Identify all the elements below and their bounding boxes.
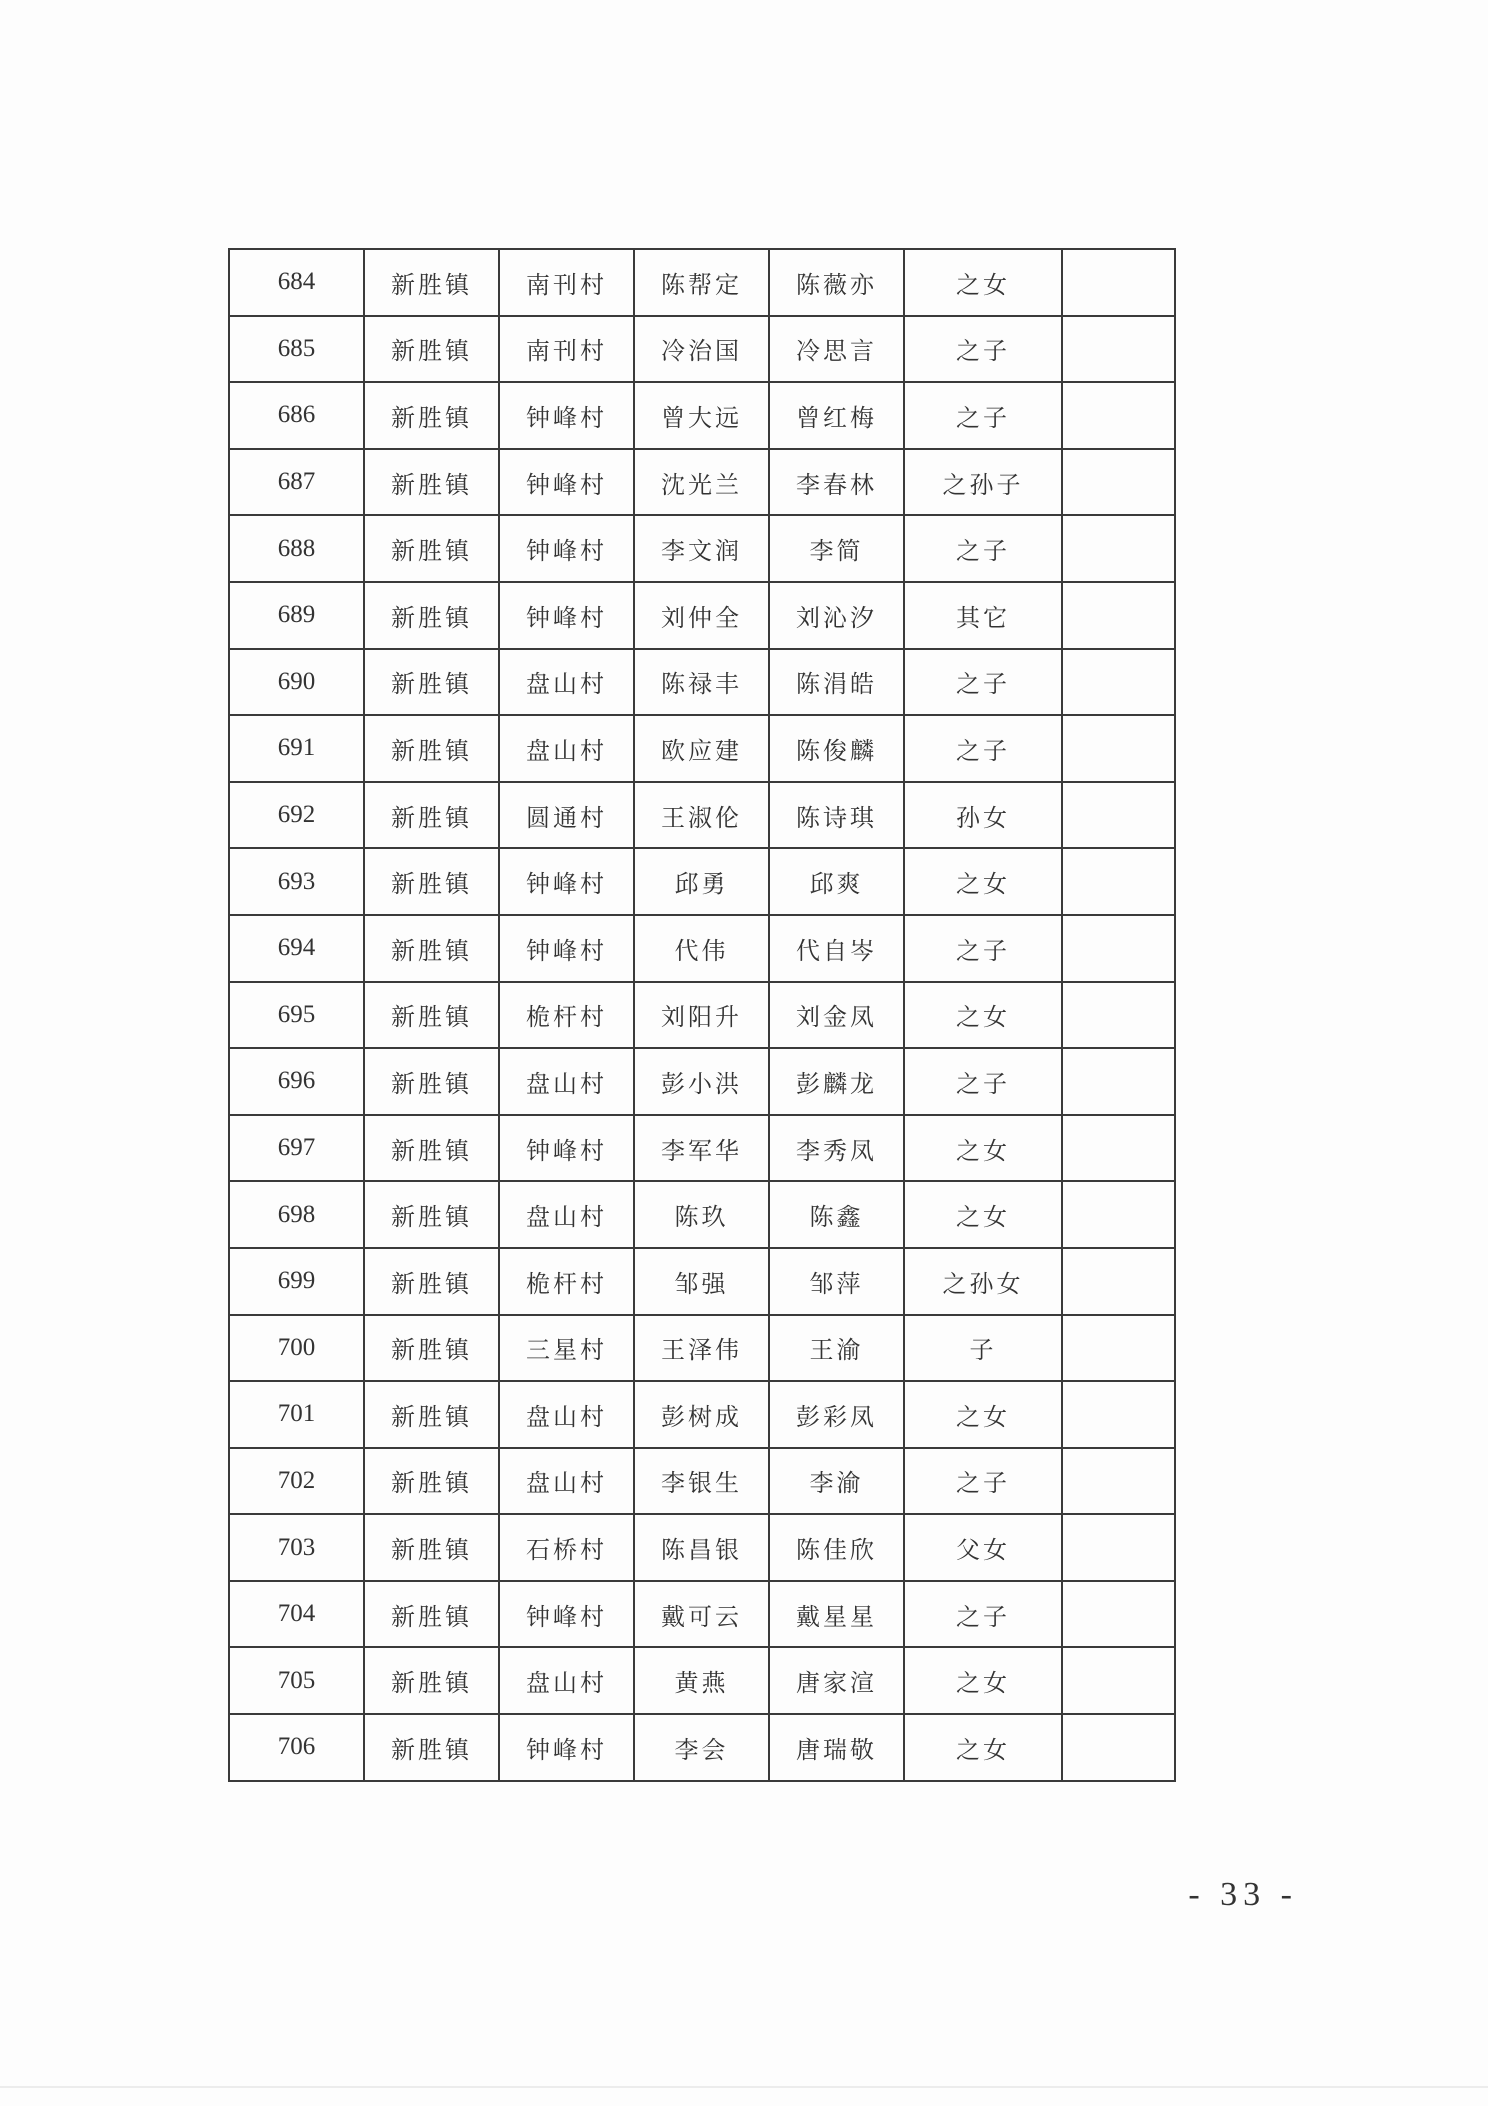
row-number-cell: 705 (229, 1647, 364, 1714)
relation-cell: 之子 (904, 316, 1062, 383)
relation-cell: 子 (904, 1315, 1062, 1382)
dependent-name-cell: 冷思言 (769, 316, 904, 383)
name-cell: 刘仲全 (634, 582, 769, 649)
town-cell: 新胜镇 (364, 1714, 499, 1781)
name-cell: 李银生 (634, 1448, 769, 1515)
name-cell: 陈昌银 (634, 1514, 769, 1581)
village-cell: 盘山村 (499, 649, 634, 716)
note-cell (1062, 249, 1175, 316)
town-cell: 新胜镇 (364, 382, 499, 449)
row-number-cell: 702 (229, 1448, 364, 1515)
scan-edge-line (0, 2086, 1488, 2088)
relation-cell: 孙女 (904, 782, 1062, 849)
note-cell (1062, 715, 1175, 782)
town-cell: 新胜镇 (364, 1381, 499, 1448)
table-row (229, 1248, 1175, 1315)
village-cell: 盘山村 (499, 1448, 634, 1515)
village-cell: 钟峰村 (499, 382, 634, 449)
village-cell: 南刊村 (499, 249, 634, 316)
dependent-name-cell: 刘沁汐 (769, 582, 904, 649)
row-number-cell: 686 (229, 382, 364, 449)
town-cell: 新胜镇 (364, 782, 499, 849)
name-cell: 李文润 (634, 515, 769, 582)
table-row (229, 316, 1175, 383)
note-cell (1062, 1181, 1175, 1248)
village-cell: 盘山村 (499, 1647, 634, 1714)
village-cell: 盘山村 (499, 1181, 634, 1248)
relation-cell: 之孙子 (904, 449, 1062, 516)
village-cell: 盘山村 (499, 715, 634, 782)
name-cell: 邹强 (634, 1248, 769, 1315)
village-cell: 钟峰村 (499, 582, 634, 649)
note-cell (1062, 1448, 1175, 1515)
name-cell: 彭小洪 (634, 1048, 769, 1115)
name-cell: 黄燕 (634, 1647, 769, 1714)
note-cell (1062, 848, 1175, 915)
dependent-name-cell: 邱爽 (769, 848, 904, 915)
row-number-cell: 704 (229, 1581, 364, 1648)
town-cell: 新胜镇 (364, 848, 499, 915)
note-cell (1062, 1714, 1175, 1781)
town-cell: 新胜镇 (364, 582, 499, 649)
relation-cell: 之子 (904, 1448, 1062, 1515)
table-row (229, 515, 1175, 582)
town-cell: 新胜镇 (364, 1581, 499, 1648)
village-cell: 石桥村 (499, 1514, 634, 1581)
dependent-name-cell: 王渝 (769, 1315, 904, 1382)
table-row (229, 649, 1175, 716)
village-cell: 钟峰村 (499, 449, 634, 516)
dependent-name-cell: 戴星星 (769, 1581, 904, 1648)
note-cell (1062, 782, 1175, 849)
town-cell: 新胜镇 (364, 1048, 499, 1115)
town-cell: 新胜镇 (364, 1514, 499, 1581)
name-cell: 李会 (634, 1714, 769, 1781)
village-cell: 钟峰村 (499, 1115, 634, 1182)
row-number-cell: 695 (229, 982, 364, 1049)
note-cell (1062, 982, 1175, 1049)
table-row (229, 1647, 1175, 1714)
relation-cell: 之子 (904, 915, 1062, 982)
row-number-cell: 687 (229, 449, 364, 516)
relation-cell: 之女 (904, 1381, 1062, 1448)
row-number-cell: 688 (229, 515, 364, 582)
table-row (229, 1514, 1175, 1581)
dependent-name-cell: 曾红梅 (769, 382, 904, 449)
village-cell: 桅杆村 (499, 1248, 634, 1315)
name-cell: 陈帮定 (634, 249, 769, 316)
town-cell: 新胜镇 (364, 1647, 499, 1714)
table-row (229, 1448, 1175, 1515)
table-row (229, 1714, 1175, 1781)
village-cell: 盘山村 (499, 1048, 634, 1115)
name-cell: 刘阳升 (634, 982, 769, 1049)
note-cell (1062, 1581, 1175, 1648)
table-row (229, 782, 1175, 849)
dependent-name-cell: 李春林 (769, 449, 904, 516)
relation-cell: 之子 (904, 715, 1062, 782)
village-cell: 钟峰村 (499, 1581, 634, 1648)
table-row (229, 982, 1175, 1049)
name-cell: 冷治国 (634, 316, 769, 383)
note-cell (1062, 515, 1175, 582)
note-cell (1062, 1381, 1175, 1448)
name-cell: 陈玖 (634, 1181, 769, 1248)
relation-cell: 之女 (904, 1714, 1062, 1781)
town-cell: 新胜镇 (364, 449, 499, 516)
name-cell: 李军华 (634, 1115, 769, 1182)
relation-cell: 其它 (904, 582, 1062, 649)
note-cell (1062, 1514, 1175, 1581)
name-cell: 戴可云 (634, 1581, 769, 1648)
relation-cell: 之女 (904, 1647, 1062, 1714)
row-number-cell: 692 (229, 782, 364, 849)
row-number-cell: 685 (229, 316, 364, 383)
town-cell: 新胜镇 (364, 316, 499, 383)
row-number-cell: 701 (229, 1381, 364, 1448)
row-number-cell: 700 (229, 1315, 364, 1382)
dependent-name-cell: 彭彩凤 (769, 1381, 904, 1448)
table-row (229, 1315, 1175, 1382)
town-cell: 新胜镇 (364, 715, 499, 782)
table-row (229, 915, 1175, 982)
name-cell: 王淑伦 (634, 782, 769, 849)
town-cell: 新胜镇 (364, 1448, 499, 1515)
roster-table (228, 248, 1176, 1782)
town-cell: 新胜镇 (364, 249, 499, 316)
note-cell (1062, 316, 1175, 383)
dependent-name-cell: 李简 (769, 515, 904, 582)
row-number-cell: 698 (229, 1181, 364, 1248)
relation-cell: 之子 (904, 515, 1062, 582)
dependent-name-cell: 陈鑫 (769, 1181, 904, 1248)
table-row (229, 382, 1175, 449)
village-cell: 钟峰村 (499, 1714, 634, 1781)
row-number-cell: 696 (229, 1048, 364, 1115)
row-number-cell: 684 (229, 249, 364, 316)
relation-cell: 之子 (904, 649, 1062, 716)
village-cell: 钟峰村 (499, 915, 634, 982)
note-cell (1062, 1647, 1175, 1714)
table-row (229, 848, 1175, 915)
relation-cell: 之女 (904, 1181, 1062, 1248)
dependent-name-cell: 刘金凤 (769, 982, 904, 1049)
relation-cell: 之女 (904, 1115, 1062, 1182)
relation-cell: 之女 (904, 848, 1062, 915)
village-cell: 钟峰村 (499, 515, 634, 582)
row-number-cell: 689 (229, 582, 364, 649)
note-cell (1062, 1315, 1175, 1382)
dependent-name-cell: 唐瑞敬 (769, 1714, 904, 1781)
relation-cell: 之子 (904, 1048, 1062, 1115)
town-cell: 新胜镇 (364, 982, 499, 1049)
table-row (229, 249, 1175, 316)
note-cell (1062, 1048, 1175, 1115)
village-cell: 三星村 (499, 1315, 634, 1382)
roster-table-body (229, 249, 1175, 1781)
row-number-cell: 699 (229, 1248, 364, 1315)
name-cell: 王泽伟 (634, 1315, 769, 1382)
row-number-cell: 706 (229, 1714, 364, 1781)
town-cell: 新胜镇 (364, 1115, 499, 1182)
row-number-cell: 703 (229, 1514, 364, 1581)
dependent-name-cell: 陈涓皓 (769, 649, 904, 716)
relation-cell: 父女 (904, 1514, 1062, 1581)
village-cell: 钟峰村 (499, 848, 634, 915)
dependent-name-cell: 陈诗琪 (769, 782, 904, 849)
dependent-name-cell: 李秀凤 (769, 1115, 904, 1182)
table-row (229, 1181, 1175, 1248)
village-cell: 盘山村 (499, 1381, 634, 1448)
town-cell: 新胜镇 (364, 915, 499, 982)
note-cell (1062, 1115, 1175, 1182)
dependent-name-cell: 李渝 (769, 1448, 904, 1515)
table-row (229, 582, 1175, 649)
table-row (229, 449, 1175, 516)
note-cell (1062, 1248, 1175, 1315)
row-number-cell: 690 (229, 649, 364, 716)
note-cell (1062, 449, 1175, 516)
town-cell: 新胜镇 (364, 649, 499, 716)
row-number-cell: 693 (229, 848, 364, 915)
note-cell (1062, 582, 1175, 649)
dependent-name-cell: 邹萍 (769, 1248, 904, 1315)
table-row (229, 1048, 1175, 1115)
page-number: - 33 - (1188, 1876, 1298, 1913)
town-cell: 新胜镇 (364, 1248, 499, 1315)
name-cell: 沈光兰 (634, 449, 769, 516)
village-cell: 圆通村 (499, 782, 634, 849)
relation-cell: 之子 (904, 1581, 1062, 1648)
relation-cell: 之女 (904, 249, 1062, 316)
row-number-cell: 697 (229, 1115, 364, 1182)
relation-cell: 之女 (904, 982, 1062, 1049)
table-row (229, 1381, 1175, 1448)
village-cell: 桅杆村 (499, 982, 634, 1049)
note-cell (1062, 915, 1175, 982)
table-row (229, 715, 1175, 782)
dependent-name-cell: 陈薇亦 (769, 249, 904, 316)
name-cell: 欧应建 (634, 715, 769, 782)
table-row (229, 1115, 1175, 1182)
village-cell: 南刊村 (499, 316, 634, 383)
name-cell: 邱勇 (634, 848, 769, 915)
dependent-name-cell: 唐家渲 (769, 1647, 904, 1714)
dependent-name-cell: 陈俊麟 (769, 715, 904, 782)
table-row (229, 1581, 1175, 1648)
name-cell: 曾大远 (634, 382, 769, 449)
name-cell: 彭树成 (634, 1381, 769, 1448)
relation-cell: 之子 (904, 382, 1062, 449)
town-cell: 新胜镇 (364, 1181, 499, 1248)
note-cell (1062, 649, 1175, 716)
relation-cell: 之孙女 (904, 1248, 1062, 1315)
note-cell (1062, 382, 1175, 449)
name-cell: 陈禄丰 (634, 649, 769, 716)
name-cell: 代伟 (634, 915, 769, 982)
row-number-cell: 694 (229, 915, 364, 982)
dependent-name-cell: 彭麟龙 (769, 1048, 904, 1115)
town-cell: 新胜镇 (364, 515, 499, 582)
dependent-name-cell: 代自岑 (769, 915, 904, 982)
town-cell: 新胜镇 (364, 1315, 499, 1382)
dependent-name-cell: 陈佳欣 (769, 1514, 904, 1581)
row-number-cell: 691 (229, 715, 364, 782)
